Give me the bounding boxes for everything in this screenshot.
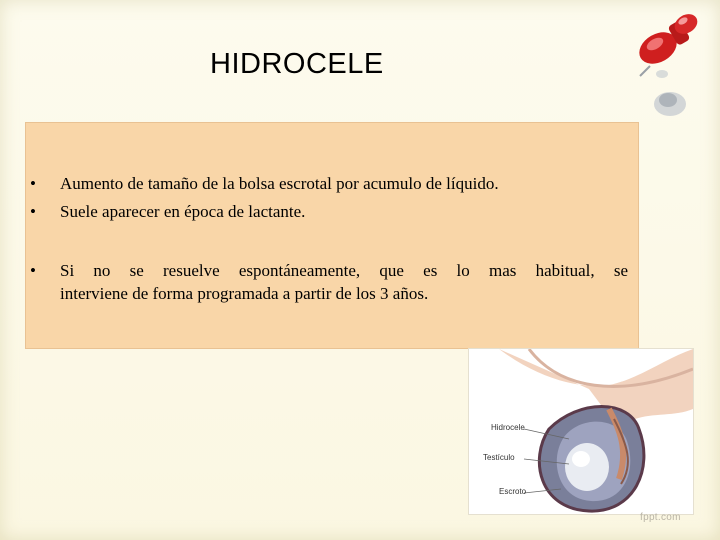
bullet-item <box>30 259 630 307</box>
bullet-text-line: interviene de forma programada a partir de los 3 años. <box>60 284 429 303</box>
illustration-label: Escroto <box>499 487 527 496</box>
bullet-text <box>60 259 628 305</box>
bullet-marker: • <box>30 261 36 280</box>
bullet-text-line: Si no se resuelve espontáneamente, que es lo mas habitual, se <box>60 261 628 280</box>
watermark: fppt.com <box>640 512 681 523</box>
push-pin-icon <box>628 8 712 132</box>
bullet-text: Aumento de tamaño de la bolsa escrotal por acumulo de líquido. <box>60 174 499 193</box>
bullet-item <box>30 172 630 196</box>
bullet-marker: • <box>30 174 36 193</box>
slide-title: HIDROCELE <box>210 48 384 80</box>
bullet-text: Suele aparecer en época de lactante. <box>60 202 306 221</box>
content-box <box>25 122 639 349</box>
illustration-label: Hidrocele <box>491 423 525 432</box>
illustration-label: Testículo <box>483 453 515 462</box>
bullet-item <box>30 200 630 224</box>
bullet-marker: • <box>30 202 36 221</box>
hydrocele-illustration <box>468 348 694 515</box>
